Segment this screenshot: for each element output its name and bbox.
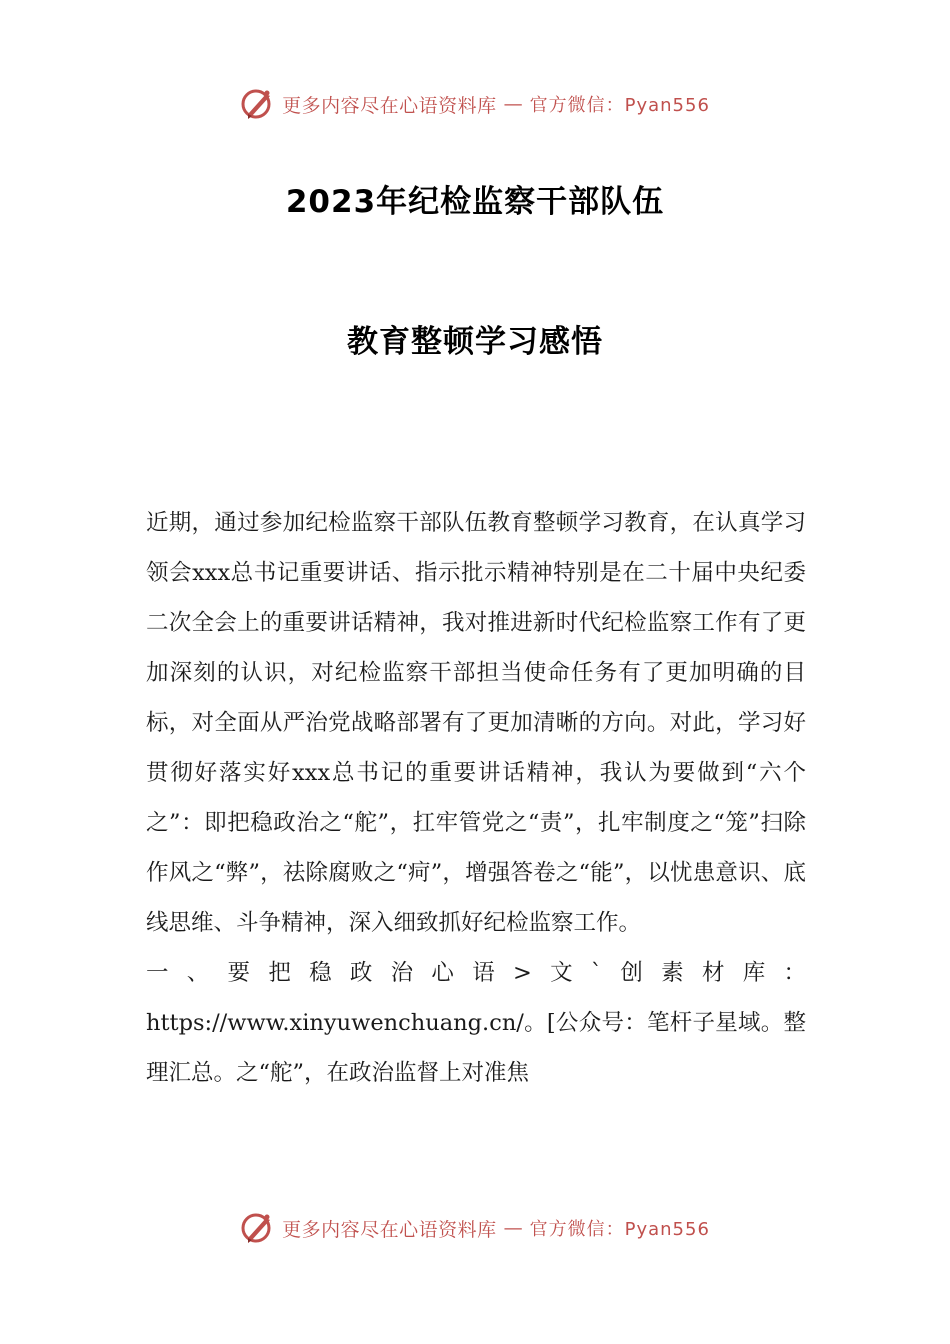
body-paragraph-2: 一、要把稳政治心语>文`创素材库：https://www.xinyuwenchuang.cn/。[公众号：笔杆子星域。整理汇总。之“舵”，在政治监督上对准焦: [146, 960, 806, 1086]
pen-logo-icon: [240, 1210, 276, 1246]
document-title-line-2: 教育整顿学习感悟: [347, 324, 603, 360]
watermark-separator: —: [503, 93, 523, 115]
watermark-contact: 官方微信：Pyan556: [529, 1219, 710, 1240]
watermark-text: 更多内容尽在心语资料库: [282, 94, 497, 117]
watermark-separator: —: [503, 1217, 523, 1239]
body-paragraph-1: 近期，通过参加纪检监察干部队伍教育整顿学习教育，在认真学习领会xxx总书记重要讲话、指示批示精神特别是在二十届中央纪委二次全会上的重要讲话精神，我对推进新时代纪检监察工作有了更加深刻的认识，对纪检监察干部担当使命任务有了更加明确的目标，对全面从严治党战略部署有了更加清晰的方向。对此，学习好贯彻好落实好xxx总书记的重要讲话精神，我认为要做到“六个之”：即把稳政治之“舵”，扛牢管党之“责”，扎牢制度之“笼”扫除作风之“弊”，祛除腐败之“疴”，增强答卷之“能”，以忧患意识、底线思维、斗争精神，深入细致抓好纪检监察工作。: [146, 510, 806, 936]
document-title-line-1: 2023年纪检监察干部队伍: [285, 184, 665, 220]
pen-logo-icon: [240, 86, 276, 122]
watermark-banner-top: [0, 84, 950, 124]
document-body: [146, 498, 806, 1098]
watermark-contact: 官方微信：Pyan556: [529, 95, 710, 116]
watermark-text: 更多内容尽在心语资料库: [282, 1218, 497, 1241]
watermark-banner-bottom: [0, 1208, 950, 1248]
